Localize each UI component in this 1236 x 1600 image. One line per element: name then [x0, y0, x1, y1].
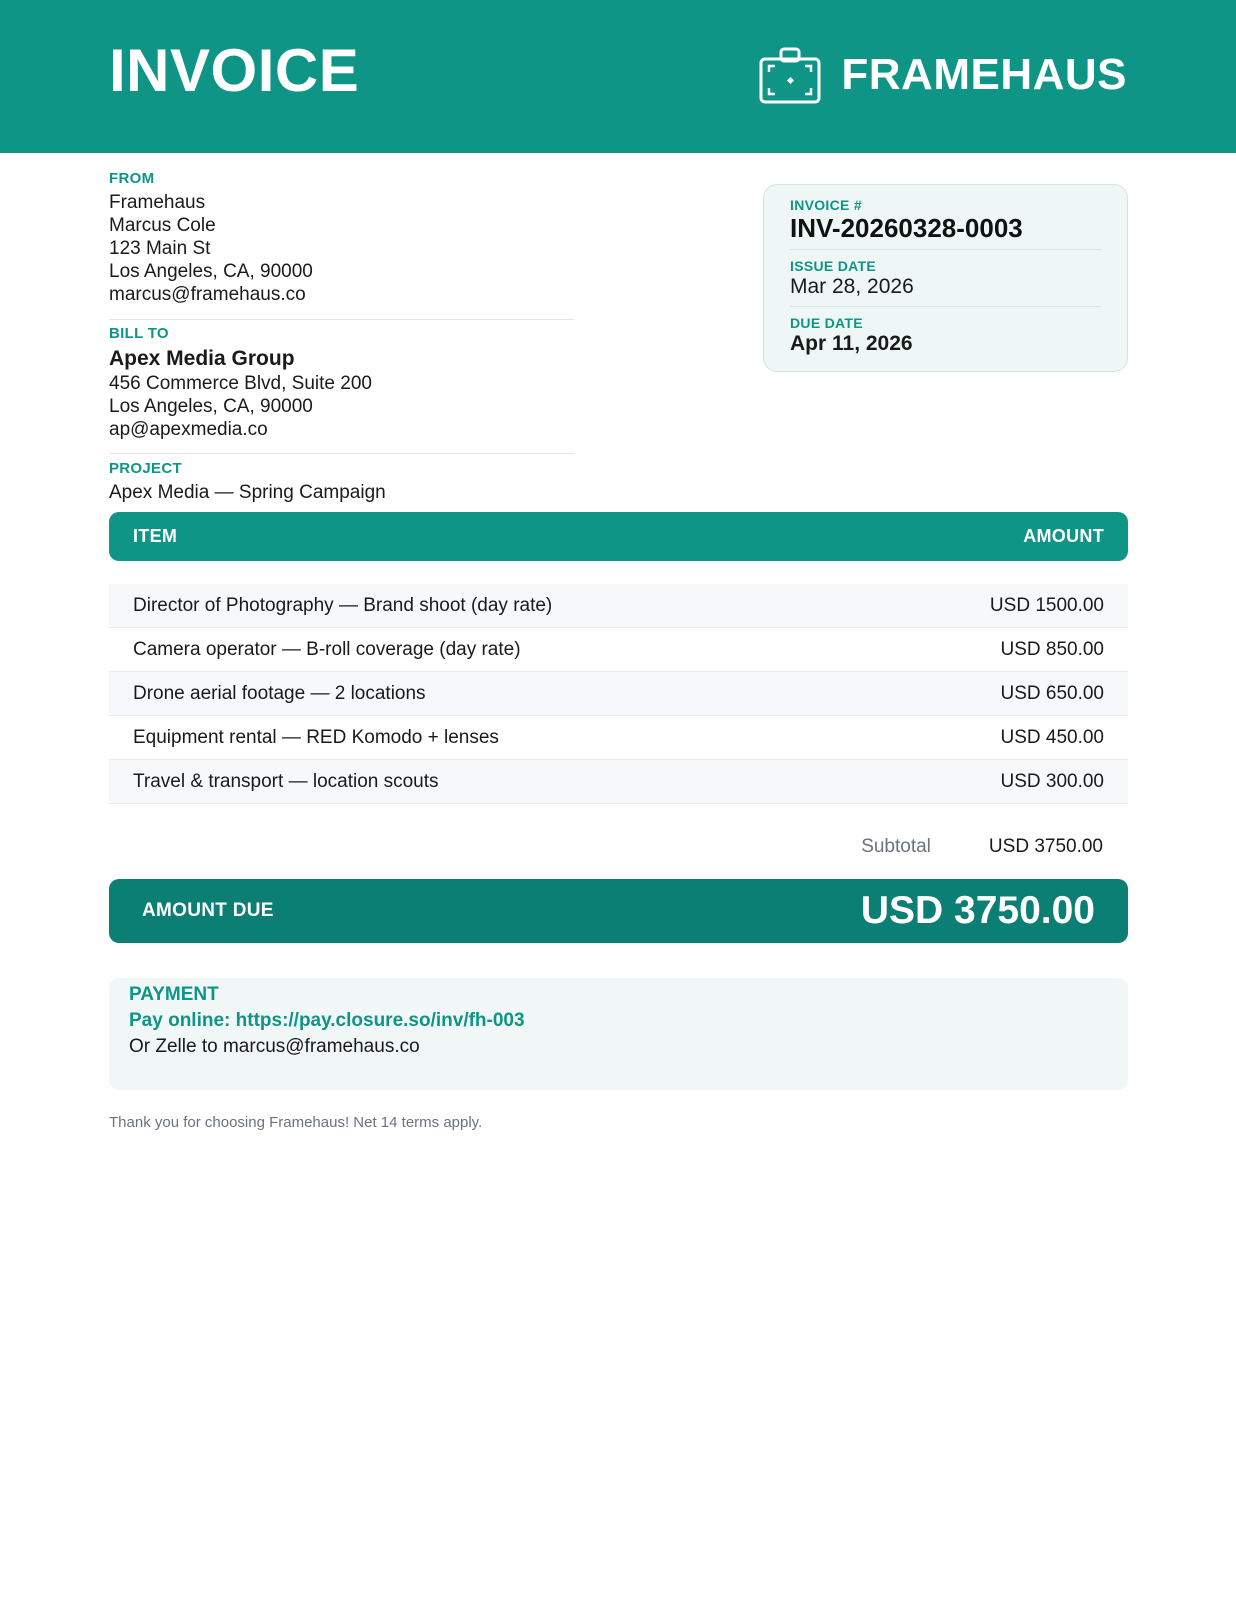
due-date-label: DUE DATE — [790, 315, 863, 331]
table-row — [109, 628, 1128, 672]
invoice-number: INV-20260328-0003 — [790, 213, 1023, 243]
subtotal-label: Subtotal — [861, 836, 931, 857]
divider — [109, 319, 574, 320]
subtotal-value: USD 3750.00 — [988, 836, 1103, 857]
issue-date-label: ISSUE DATE — [790, 258, 876, 274]
table-row — [109, 760, 1128, 804]
invoice-number-label: INVOICE # — [790, 197, 862, 213]
due-date: Apr 11, 2026 — [790, 332, 913, 355]
from-label: FROM — [109, 170, 155, 187]
from-line: marcus@framehaus.co — [109, 284, 306, 305]
from-line: 123 Main St — [109, 238, 211, 259]
amount-due-value: USD 3750.00 — [860, 889, 1095, 932]
from-line: Marcus Cole — [109, 215, 216, 236]
item-description: Camera operator — B-roll coverage (day rate) — [133, 638, 521, 660]
line-items — [109, 584, 1128, 804]
invoice-meta-card — [763, 184, 1128, 372]
divider — [790, 249, 1101, 250]
amount-due-label: AMOUNT DUE — [142, 900, 274, 921]
from-line: Framehaus — [109, 192, 206, 213]
subtotal — [861, 836, 1103, 858]
item-description: Drone aerial footage — 2 locations — [133, 682, 426, 704]
project-section — [109, 460, 574, 504]
item-description: Travel & transport — location scouts — [133, 770, 439, 792]
client-line: 456 Commerce Blvd, Suite 200 — [109, 373, 372, 394]
column-header-item: ITEM — [133, 526, 178, 546]
divider — [790, 306, 1101, 307]
amount-due-bar — [109, 879, 1128, 943]
table-row — [109, 584, 1128, 628]
project-name: Apex Media — Spring Campaign — [109, 482, 386, 503]
client-name: Apex Media Group — [109, 347, 295, 370]
payment-label: PAYMENT — [129, 984, 219, 1005]
item-amount: USD 850.00 — [1000, 638, 1104, 660]
column-header-amount: AMOUNT — [1023, 526, 1104, 546]
item-amount: USD 450.00 — [1000, 726, 1104, 748]
item-amount: USD 300.00 — [1000, 770, 1104, 792]
payment-alternative: Or Zelle to marcus@framehaus.co — [129, 1036, 420, 1057]
item-amount: USD 650.00 — [1000, 682, 1104, 704]
bill-to-label: BILL TO — [109, 325, 169, 342]
table-row — [109, 716, 1128, 760]
item-description: Equipment rental — RED Komodo + lenses — [133, 726, 499, 748]
from-line: Los Angeles, CA, 90000 — [109, 261, 313, 282]
client-line: Los Angeles, CA, 90000 — [109, 396, 313, 417]
footer-note: Thank you for choosing Framehaus! Net 14 terms apply. — [109, 1114, 483, 1131]
item-description: Director of Photography — Brand shoot (day rate) — [133, 594, 553, 616]
invoice-title: INVOICE — [109, 37, 360, 104]
from-section — [109, 170, 574, 306]
camera-frame-icon — [759, 46, 821, 104]
table-header — [109, 512, 1128, 561]
payment-link[interactable]: Pay online: https://pay.closure.so/inv/fh-003 — [129, 1010, 525, 1031]
issue-date: Mar 28, 2026 — [790, 275, 914, 298]
divider — [109, 453, 574, 454]
payment-section — [109, 978, 1128, 1090]
bill-to-section — [109, 325, 574, 441]
brand-name: FRAMEHAUS — [841, 50, 1127, 99]
project-label: PROJECT — [109, 460, 182, 477]
brand — [759, 46, 1127, 104]
table-row — [109, 672, 1128, 716]
client-line: ap@apexmedia.co — [109, 419, 268, 440]
header-bar — [0, 0, 1236, 153]
item-amount: USD 1500.00 — [989, 594, 1104, 616]
